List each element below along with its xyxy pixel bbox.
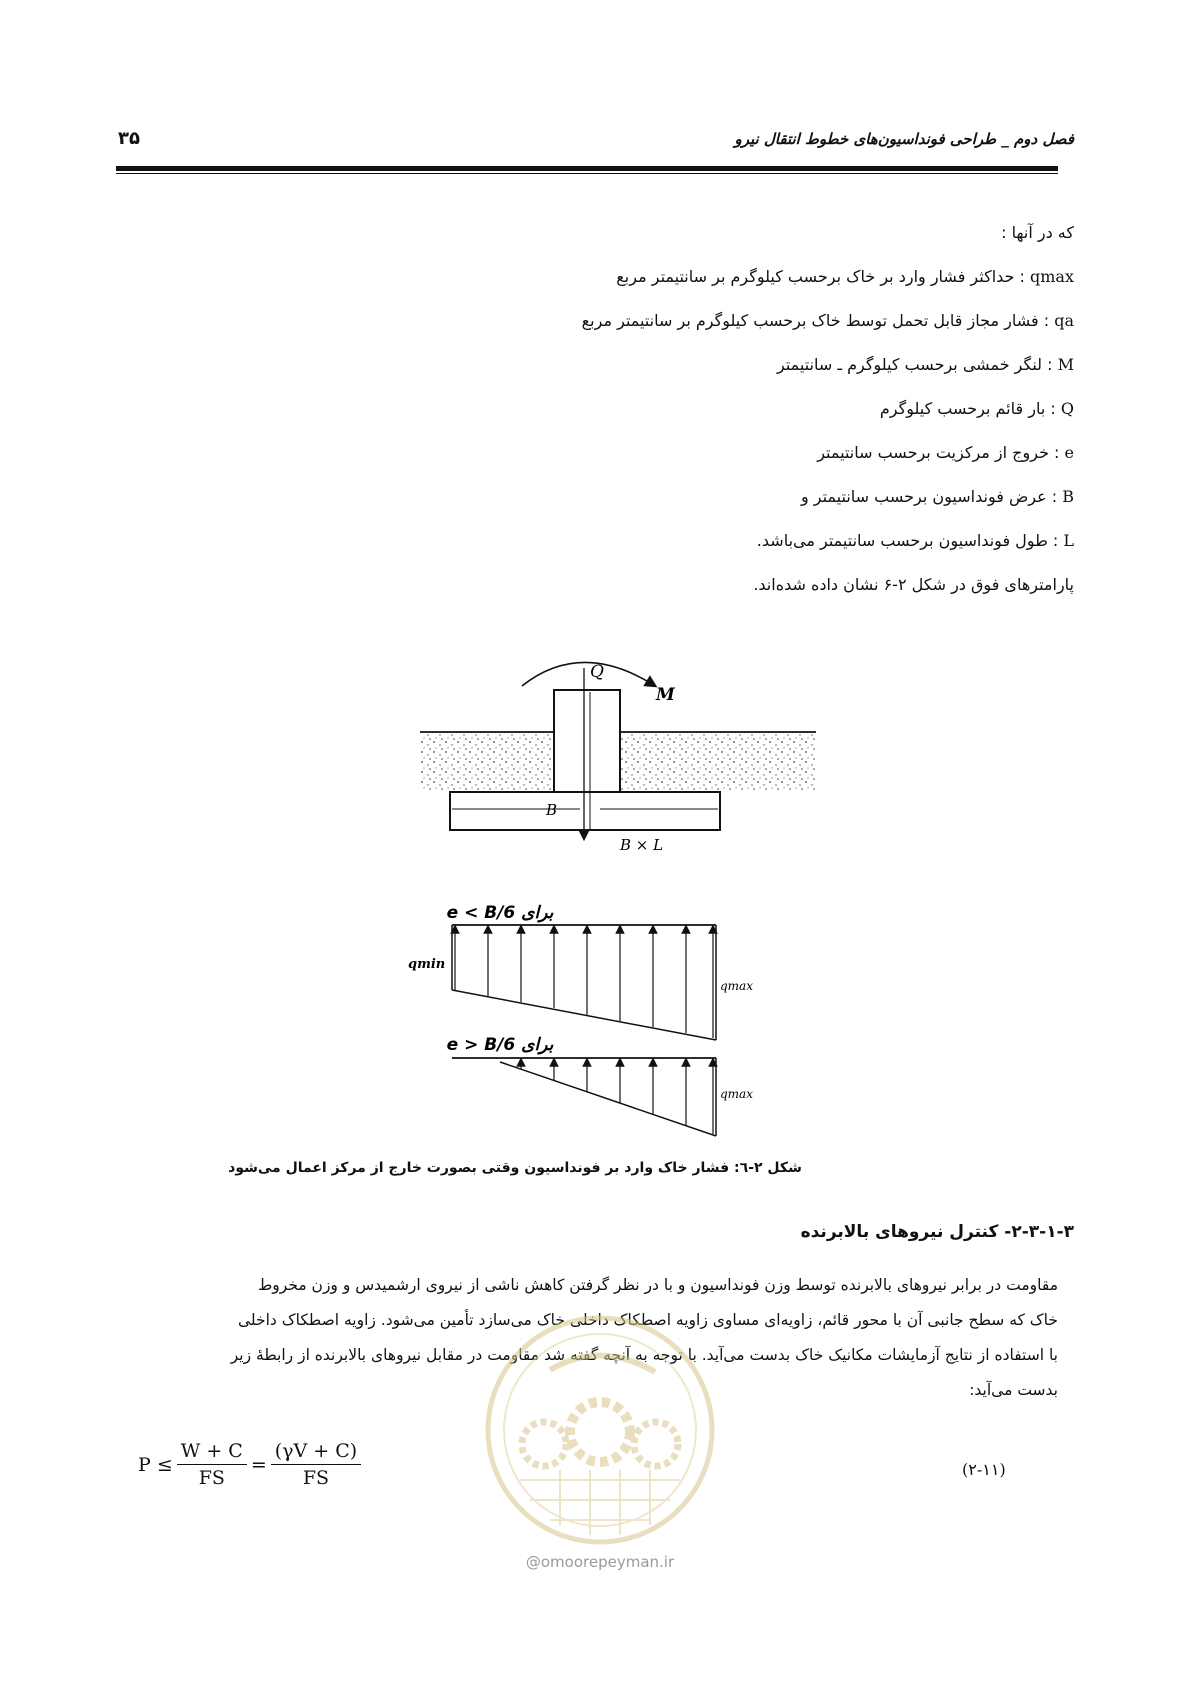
definition-e <box>817 442 1074 464</box>
formula-numerator: W + C <box>177 1440 247 1465</box>
qmax-label-case2: qmax <box>720 1087 753 1101</box>
formula-denominator: FS <box>302 1467 330 1489</box>
pressure-diagram-case1 <box>452 925 716 1040</box>
header-rule-thin <box>116 173 1058 174</box>
definition-symbol: M <box>1057 355 1074 374</box>
definition-q <box>880 398 1074 420</box>
case2-label: برای e > B/6 <box>446 1035 554 1055</box>
definition-symbol: B <box>1062 487 1074 506</box>
definition-symbol: L <box>1063 531 1074 550</box>
definitions-intro: که در آنها : <box>1001 223 1074 242</box>
definitions-closing: پارامترهای فوق در شکل ۲-۶ نشان داده شده‌اند. <box>753 575 1074 594</box>
definition-text: : طول فونداسیون برحسب سانتیمتر می‌باشد. <box>756 531 1059 550</box>
pressure-diagram-case2 <box>452 1058 716 1136</box>
header-rule-thick <box>116 166 1058 171</box>
definition-l <box>757 530 1074 552</box>
definition-symbol: qmax <box>1030 267 1074 286</box>
paragraph-line: خاک که سطح جانبی آن با محور قائم، زاویه‌ای مساوی زاویه اصطکاک داخلی خاک می‌سازد تأمین می‌شود. زاویه اصطکاک داخلی <box>237 1311 1058 1329</box>
definition-text: : لنگر خمشی برحسب کیلوگرم ـ سانتیمتر <box>776 355 1053 374</box>
qmax-label-case1: qmax <box>720 979 753 993</box>
chapter-title: فصل دوم _ طراحی فونداسیون‌های خطوط انتقال نیرو <box>734 130 1074 148</box>
equation-number: (۲-۱۱) <box>962 1460 1006 1479</box>
paragraph-line: مقاومت در برابر نیروهای بالابرنده توسط وزن فونداسیون و با در نظر گرفتن کاهش ناشی از نیروی ارشمیدس و وزن مخروط <box>257 1276 1058 1294</box>
width-b-label: B <box>546 801 558 819</box>
definition-m <box>777 354 1074 376</box>
formula-fraction-1 <box>177 1440 247 1489</box>
definition-text: : فشار مجاز قابل تحمل توسط خاک برحسب کیلوگرم بر سانتیمتر مربع <box>581 311 1050 330</box>
formula-denominator: FS <box>198 1467 225 1489</box>
definition-text: : عرض فونداسیون برحسب سانتیمتر و <box>800 487 1058 506</box>
area-bxl-label: B × L <box>620 836 664 854</box>
formula-equals: = <box>250 1453 267 1476</box>
paragraph-line: با استفاده از نتایج آزمایشات مکانیک خاک بدست می‌آید. با توجه به آنچه گفته شد مقاومت در مقابل نیروهای بالابرنده از رابطهٔ زیر <box>230 1346 1058 1364</box>
definition-text: : خروج از مرکزیت برحسب سانتیمتر <box>817 443 1060 462</box>
definition-qmax <box>616 266 1074 288</box>
footing-diagram <box>420 662 816 836</box>
definition-text: : حداکثر فشار وارد بر خاک برحسب کیلوگرم بر سانتیمتر مربع <box>616 267 1025 286</box>
section-heading: ۲-۳-۱-۳- کنترل نیروهای بالابرنده <box>800 1222 1074 1242</box>
load-q-label: Q <box>590 662 604 682</box>
definition-qa <box>582 310 1074 332</box>
moment-m-label: M <box>656 685 675 705</box>
formula-fraction-2 <box>271 1440 361 1489</box>
definition-symbol: qa <box>1054 311 1074 330</box>
formula-numerator: (γV + C) <box>271 1440 361 1465</box>
foundation-pressure-figure <box>400 650 820 1150</box>
case1-label: برای e < B/6 <box>446 903 554 923</box>
figure-caption: شکل ۲-٦: فشار خاک وارد بر فونداسیون وقتی بصورت خارج از مرکز اعمال می‌شود <box>228 1160 802 1176</box>
publisher-watermark-logo <box>480 1310 720 1550</box>
watermark-text: @omoorepeyman.ir <box>525 1553 675 1571</box>
definition-symbol: Q <box>1060 399 1074 418</box>
definition-text: : بار قائم برحسب کیلوگرم <box>879 399 1056 418</box>
definition-b <box>801 486 1074 508</box>
definition-symbol: e <box>1064 443 1074 462</box>
page-number: ۳۵ <box>118 128 140 149</box>
qmin-label: qmin <box>408 957 446 972</box>
uplift-formula <box>138 1440 365 1489</box>
formula-lhs: P ≤ <box>138 1453 173 1476</box>
paragraph-line: بدست می‌آید: <box>969 1381 1058 1399</box>
